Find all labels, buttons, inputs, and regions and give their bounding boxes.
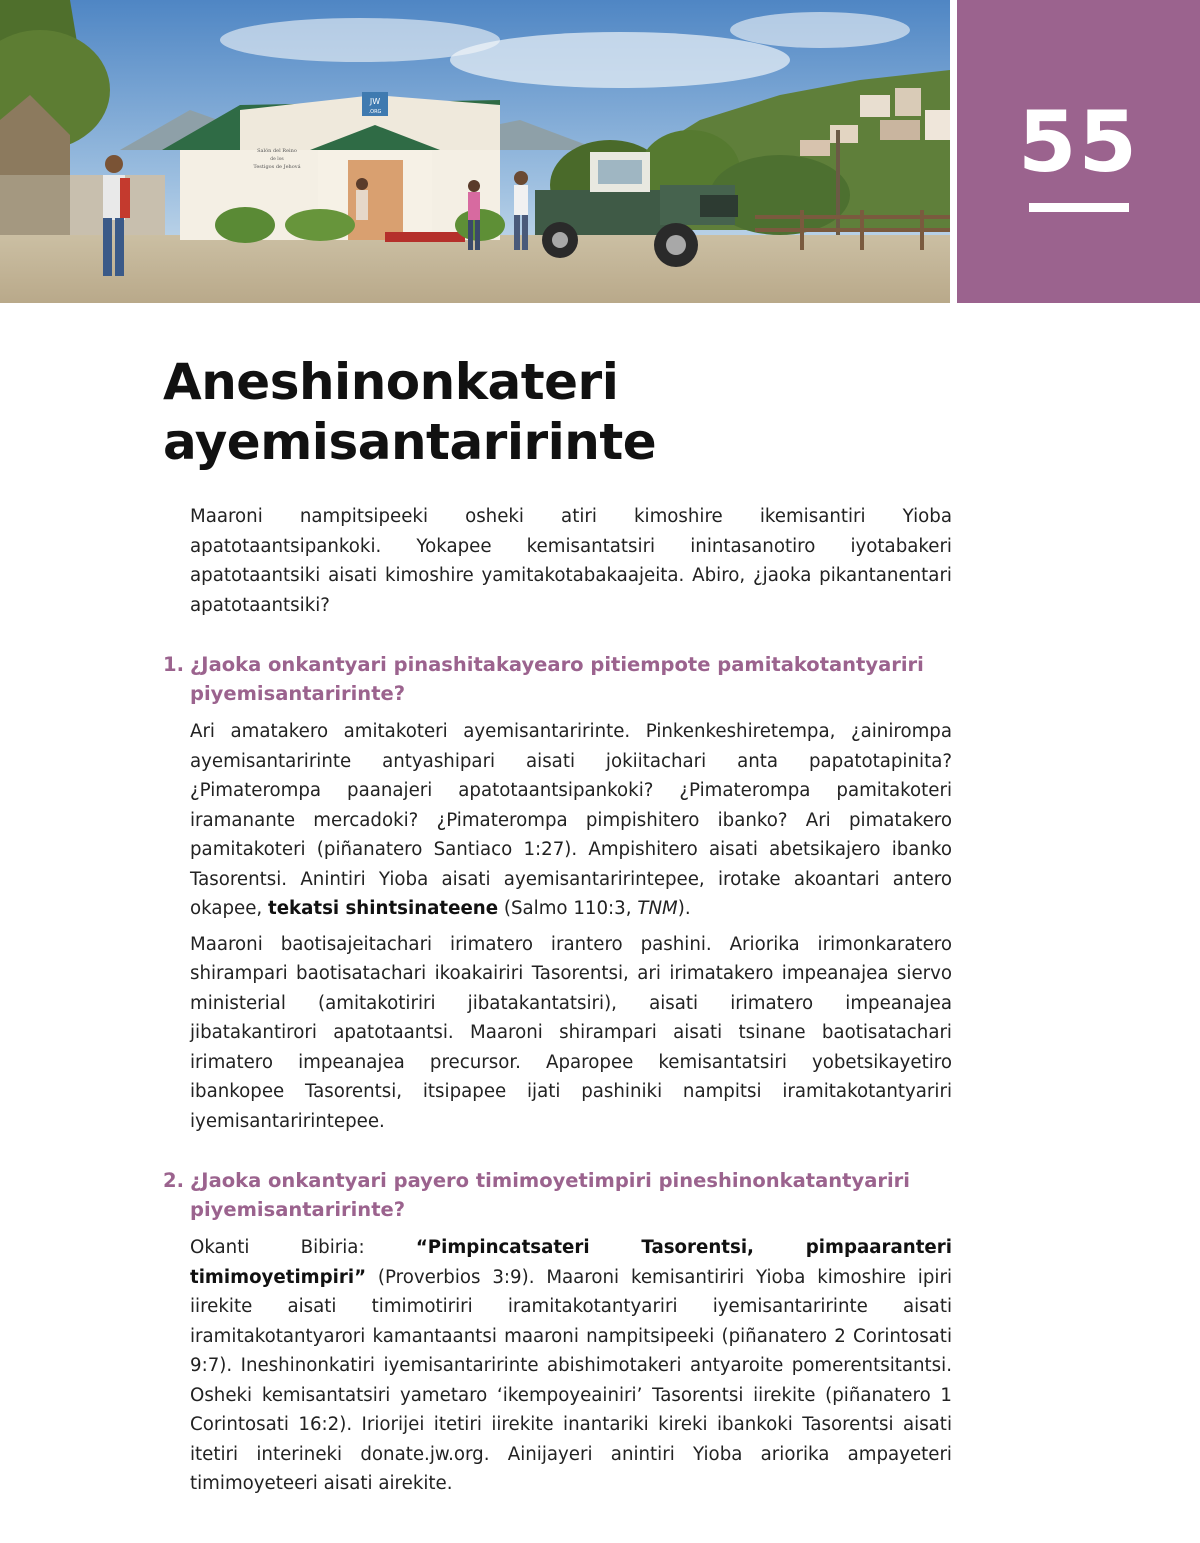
question-2-number: 2. bbox=[163, 1169, 184, 1192]
section-2-p1-text: (Proverbios 3:9). Maaroni kemisantiriri Yioba kimoshire ipiri iirekite aisati timimotiriri iramitakotantyariri iyemisantaririnte aisati iramitakotantyarori kamantaantsi maaroni nampitsipeeki (piñanatero 2 Corintosati 9:7). Ineshinonkatiri iyemisantaririnte abishimotakeri antyaroite pomerentsitantsi. Osheki kemisantatsiri yametaro ‘ikempoyeainiri’ Tasorentsi iirekite (piñanatero 1 Corintosati 16:2). Iriorijei itetiri iirekite inantariki kireki ibankoki Tasorentsi aisati itetiri interineki donate.jw.org. Ainijayeri anintiri Yioba ariorika ampayeteri timimoyeteeri aisati airekite. bbox=[190, 1266, 952, 1494]
section-1-p1-bold: tekatsi shintsinateene bbox=[268, 898, 499, 919]
section-1-p1-after: (Salmo 110:3, bbox=[503, 898, 632, 919]
kingdom-hall-scene bbox=[0, 0, 950, 303]
lesson-number: 55 bbox=[1018, 93, 1139, 191]
section-2-p1-quote: “Pimpincatsateri Tasorentsi, pimpaaranteri timimoyetimpiri” bbox=[190, 1237, 952, 1288]
question-2-text: ¿Jaoka onkantyari payero timimoyetimpiri pineshinonkatantyariri piyemisantaririnte? bbox=[190, 1169, 910, 1221]
hall-sign-line3: Testigos de Jehová bbox=[253, 164, 301, 170]
section-1-paragraph-1 bbox=[190, 717, 952, 924]
title-line-2: ayemisantaririnte bbox=[163, 413, 657, 471]
section-1-p1-end: ). bbox=[677, 898, 691, 919]
section-2-paragraph-1 bbox=[190, 1233, 952, 1499]
section-1-paragraph-2: Maaroni baotisajeitachari irimatero irantero pashini. Ariorika irimonkaratero shirampari baotisatachari ikoakairiri Tasorentsi, ari irimatakero impeanajea siervo ministerial (amitakotiriri jibatakantatsiri), aisati irimatero impeanajea jibatakantirori apatotaantsi. Maaroni shirampari aisati tsinane baotisatachari irimatero impeanajea precursor. Aparopee kemisantatsiri yobetsikayetiro ibankopee Tasorentsi, itsipapee ijati pashiniki nampitsi iramitakotantyariri iyemisantaririntepee. bbox=[190, 933, 952, 1132]
intro-paragraph: Maaroni nampitsipeeki osheki atiri kimoshire ikemisantiri Yioba apatotaantsipankoki. Yokapee kemisantatsiri inintasanotiro iyotabakeri apatotaantsiki aisati kimoshire yamitakotabakaajeita. Abiro, ¿jaoka pikantanentari apatotaantsiki? bbox=[190, 506, 952, 616]
lesson-body bbox=[163, 502, 952, 1505]
title-line-1: Aneshinonkateri bbox=[163, 353, 619, 411]
jw-logo-text: JW bbox=[369, 97, 381, 106]
question-1-number: 1. bbox=[163, 653, 184, 676]
section-1-p1-text: Ari amatakero amitakoteri ayemisantaririnte. Pinkenkeshiretempa, ¿ainirompa ayemisantaririnte antyashipari aisati jokiitachari anta papatotapinita? ¿Pimaterompa paanajeri apatotaantsipankoki? ¿Pimaterompa pamitakoteri iramanante mercadoki? ¿Pimaterompa pimpishitero ibanko? Ari pimatakero pamitakoteri (piñanatero Santiaco 1:27). Ampishitero aisati abetsikajero ibanko Tasorentsi. Anintiri Yioba aisati ayemisantaririntepee, irotake akoantari antero okapee, bbox=[190, 721, 952, 919]
section-1-p1-reference: TNM bbox=[637, 898, 678, 919]
question-2 bbox=[163, 1166, 952, 1224]
lesson-number-underline bbox=[1029, 203, 1129, 212]
lesson-number-tab bbox=[957, 0, 1200, 303]
header-illustration bbox=[0, 0, 950, 303]
question-1-text: ¿Jaoka onkantyari pinashitakayearo pitiempote pamitakotantyariri piyemisantaririnte? bbox=[190, 653, 924, 705]
hall-sign-line1: Salón del Reino bbox=[257, 148, 297, 154]
jw-logo-subtext: .ORG bbox=[368, 109, 382, 115]
section-2-p1-lead: Okanti Bibiria: bbox=[190, 1237, 365, 1258]
question-1 bbox=[163, 650, 952, 708]
page-title bbox=[163, 352, 963, 472]
hall-sign-line2: de los bbox=[270, 157, 284, 162]
